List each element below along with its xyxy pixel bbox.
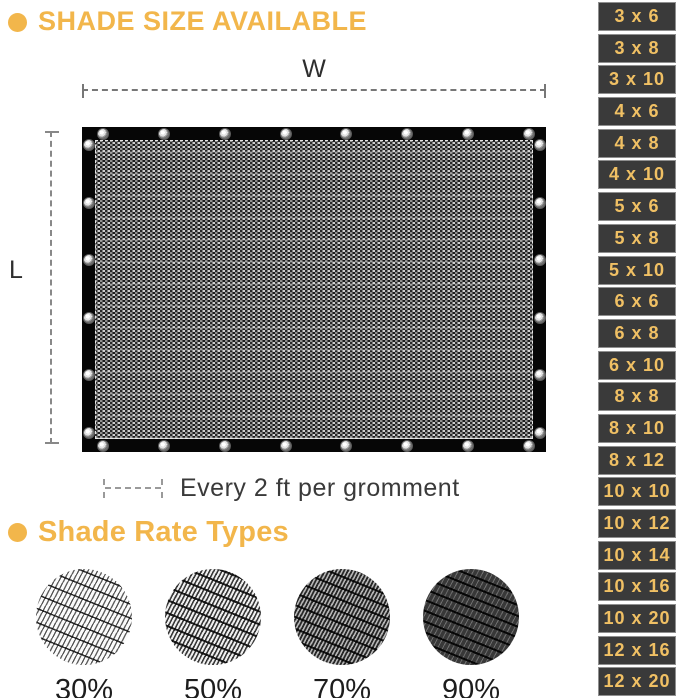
- size-badge: 3 x 6: [598, 2, 676, 31]
- size-list: [598, 2, 676, 696]
- grommet-icon: [158, 440, 170, 452]
- grommet-icon: [523, 440, 535, 452]
- grommet-icon: [97, 440, 109, 452]
- grommet-icon: [83, 427, 95, 439]
- size-badge: 10 x 16: [598, 572, 676, 601]
- grommet-icon: [97, 128, 109, 140]
- shade-net: [82, 127, 546, 452]
- grommet-icon: [534, 197, 546, 209]
- grommet-icon: [158, 128, 170, 140]
- shade-rate-item: [36, 569, 132, 698]
- grommet-icon: [534, 312, 546, 324]
- grommet-icon: [534, 427, 546, 439]
- shade-rate-label: 90%: [441, 674, 501, 698]
- length-dimension-label: L: [9, 256, 23, 284]
- shade-sample-icon: [165, 569, 261, 665]
- size-badge: 3 x 10: [598, 65, 676, 94]
- grommet-icon: [83, 254, 95, 266]
- grommet-icon: [340, 440, 352, 452]
- grommet-icon: [280, 440, 292, 452]
- shade-rate-label: 30%: [54, 674, 114, 698]
- grommet-icon: [219, 128, 231, 140]
- shade-rate-item: [294, 569, 390, 698]
- dimension-tick: [544, 84, 546, 98]
- grommet-icon: [340, 128, 352, 140]
- grommet-icon: [401, 440, 413, 452]
- size-badge: 12 x 16: [598, 636, 676, 665]
- size-badge: 10 x 10: [598, 477, 676, 506]
- grommet-icon: [534, 369, 546, 381]
- width-dimension-label: W: [302, 55, 326, 83]
- bullet-icon: [8, 13, 27, 32]
- shade-sample-icon: [294, 569, 390, 665]
- size-badge: 4 x 8: [598, 129, 676, 158]
- grommet-icon: [83, 139, 95, 151]
- dimension-tick: [45, 442, 59, 444]
- size-badge: 4 x 10: [598, 160, 676, 189]
- grommet-icon: [534, 139, 546, 151]
- size-badge: 6 x 6: [598, 287, 676, 316]
- bullet-icon: [8, 523, 27, 542]
- shade-rate-heading: Shade Rate Types: [38, 516, 289, 548]
- shade-net-mesh: [95, 140, 533, 439]
- size-badge: 5 x 8: [598, 224, 676, 253]
- size-badge: 6 x 8: [598, 319, 676, 348]
- grommet-icon: [534, 254, 546, 266]
- shade-rate-item: [423, 569, 519, 698]
- size-badge: 12 x 20: [598, 667, 676, 696]
- width-dimension-line: [82, 89, 546, 91]
- grommet-icon: [462, 440, 474, 452]
- shade-sample-icon: [36, 569, 132, 665]
- size-badge: 10 x 20: [598, 604, 676, 633]
- grommet-spacing-note: Every 2 ft per gromment: [180, 474, 460, 502]
- size-badge: 10 x 12: [598, 509, 676, 538]
- shade-rate-row: [36, 569, 519, 698]
- dimension-tick: [82, 84, 84, 98]
- grommet-icon: [401, 128, 413, 140]
- size-badge: 8 x 10: [598, 414, 676, 443]
- grommet-icon: [462, 128, 474, 140]
- shade-sample-icon: [423, 569, 519, 665]
- size-badge: 8 x 8: [598, 382, 676, 411]
- size-badge: 5 x 10: [598, 256, 676, 285]
- grommet-icon: [523, 128, 535, 140]
- size-badge: 8 x 12: [598, 446, 676, 475]
- shade-rate-label: 70%: [312, 674, 372, 698]
- grommet-icon: [219, 440, 231, 452]
- size-badge: 6 x 10: [598, 351, 676, 380]
- size-badge: 4 x 6: [598, 97, 676, 126]
- grommet-icon: [83, 369, 95, 381]
- grommet-spacing-bracket: [103, 479, 163, 498]
- length-dimension-line: [50, 131, 52, 444]
- size-badge: 5 x 6: [598, 192, 676, 221]
- shade-rate-label: 50%: [183, 674, 243, 698]
- size-badge: 10 x 14: [598, 541, 676, 570]
- grommet-icon: [280, 128, 292, 140]
- grommet-icon: [83, 312, 95, 324]
- size-badge: 3 x 8: [598, 34, 676, 63]
- shade-size-heading: SHADE SIZE AVAILABLE: [38, 6, 368, 36]
- dimension-tick: [45, 131, 59, 133]
- grommet-icon: [83, 197, 95, 209]
- shade-rate-item: [165, 569, 261, 698]
